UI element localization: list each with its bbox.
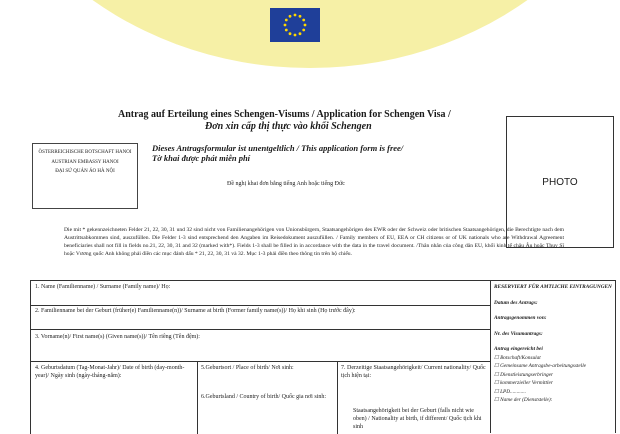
photo-label: PHOTO — [542, 176, 578, 188]
form-title-vietnamese: Đơn xin cấp thị thực vào khối Schengen — [205, 121, 372, 132]
application-form — [30, 280, 491, 434]
divider — [197, 361, 198, 434]
free-notice-vietnamese: Tờ khai được phát miễn phí — [152, 153, 251, 163]
official-option-embassy[interactable]: ☐ Botschaft/Konsulat — [494, 354, 541, 361]
field-row-surname-at-birth[interactable] — [31, 305, 491, 330]
intro-note: Die mit * gekennzeichneten Felder 21, 22, 30, 31 und 32 sind nicht von Familienangehörigen von Unionsbürgern, Staatsangehörigen des EWR oder der Schweiz oder britischen Staatsangehörigen, die Berechtigte nach dem Austrittsabkommen sind, auszufüllen. Die Felder 1-3 sind entsprechend den Angaben im Reisedokument auszufüllen. / Family members of EU, EEA or CH citizens or of UK nationals who are Withdrawal Agreement beneficiaries shall not fill in fields no.21, 22, 30, 31 and 32 (marked with*). Fields 1-3 shall be filled in in accordance with the data in the travel document. /Thân nhân của công dân EU, khối kinh tế châu Âu hoặc Thụy Sĩ hoặc Vương quốc Anh không phải điền các mục đánh dấu * 21, 22, 30, 31 và 32. Mục 1-3 phải điền theo thông tin trên hộ chiếu. — [64, 227, 564, 257]
official-submitted-label: Antrag eingereicht bei — [494, 346, 543, 352]
official-option-common-centre[interactable]: ☐ Gemeinsame Antragsbe-arbeitungsstelle — [494, 363, 587, 369]
field-row-first-name[interactable] — [31, 329, 491, 362]
field-row-birth-details — [31, 361, 491, 434]
official-visa-number-label: Nr. des Visumantrags: — [494, 330, 543, 337]
eu-flag-icon — [270, 8, 320, 42]
embassy-line-vietnamese: ĐẠI SỨ QUÁN ÁO HÀ NỘI — [55, 169, 115, 174]
field-label-surname-at-birth: 2. Familienname bei der Geburt (früher(e) Familienname(n))/ Surname at birth (Former family name(s))/ Họ khi sinh (Họ trước đây): — [35, 308, 356, 314]
language-note: Đề nghị khai đơn bằng tiếng Anh hoặc tiếng Đức — [227, 181, 345, 187]
official-date-label: Datum des Antrags: — [494, 299, 538, 306]
field-row-surname[interactable] — [31, 281, 491, 306]
official-option-office-name[interactable]: ☐ Name der (Dienststelle): — [494, 397, 553, 403]
official-received-label: Antragsgenommen von: — [494, 315, 547, 321]
official-option-commercial[interactable]: ☐ kommerzieller Vermittler — [494, 380, 553, 386]
official-use-panel — [490, 280, 616, 433]
eu-stars-icon — [270, 8, 320, 42]
embassy-stamp — [32, 143, 138, 209]
field-label-date-of-birth[interactable]: 4. Geburtsdatum (Tag-Monat-Jahr)/ Date of birth (day-month-year)/ Ngày sinh (ngày-tháng-năm): — [35, 365, 185, 379]
field-label-nationality-at-birth[interactable]: Staatsangehörigkeit bei der Geburt (falls nicht wie oben) / Nationality at birth, if different/ Quốc tịch khi sinh — [353, 408, 482, 430]
field-label-place-of-birth[interactable]: 5.Geburtsort / Place of birth/ Nơi sinh: — [201, 365, 294, 371]
free-notice: Dieses Antragsformular ist unentgeltlich / This application form is free/ — [152, 143, 404, 153]
field-label-current-nationality[interactable]: 7. Derzeitige Staatsangehörigkeit/ Current nationality/ Quốc tịch hiện tại: — [341, 365, 486, 379]
embassy-line-german: ÖSTERREICHISCHE BOTSCHAFT HANOI — [38, 150, 132, 155]
divider — [337, 361, 338, 434]
official-header: RESERVIERT FÜR AMTLICHE EINTRAGUNGEN — [494, 284, 612, 290]
field-label-country-of-birth[interactable]: 6.Geburtsland / Country of birth/ Quốc gia nơi sinh: — [201, 394, 326, 400]
embassy-line-english: AUSTRIAN EMBASSY HANOI — [51, 159, 119, 165]
form-title: Antrag auf Erteilung eines Schengen-Visums / Application for Schengen Visa / — [118, 109, 451, 120]
official-option-lpd[interactable]: ☐ LPD............ — [494, 388, 526, 395]
field-label-first-name: 3. Vorname(n)/ First name(s) (Given name(s))/ Tên riêng (Tên đệm): — [35, 334, 200, 340]
official-option-service-provider[interactable]: ☐ Dienstleistungserbringer — [494, 371, 554, 378]
field-label-surname: 1. Name (Familienname) / Surname (Family name)/ Họ: — [35, 284, 171, 290]
